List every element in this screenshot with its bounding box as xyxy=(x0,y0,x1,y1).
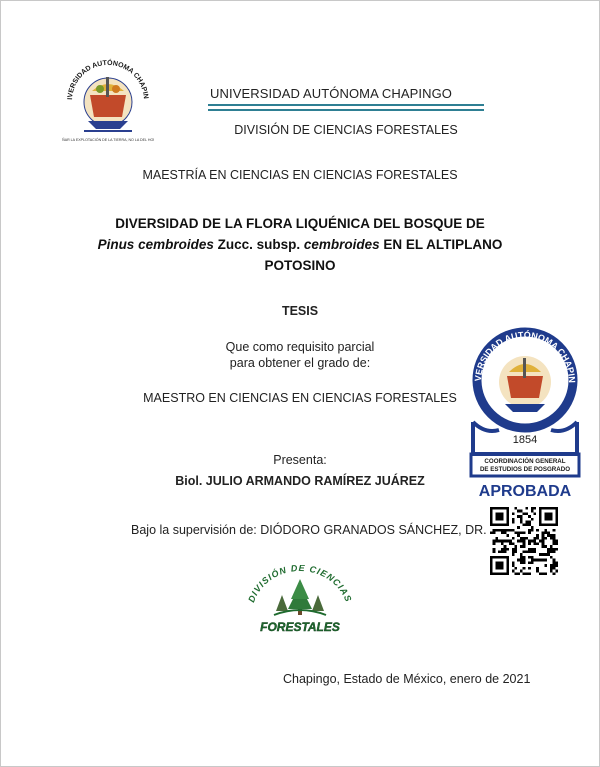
tesis-label: TESIS xyxy=(281,304,319,318)
title-part-2: Zucc. subsp. xyxy=(213,237,304,252)
title-part-1: DIVERSIDAD DE LA FLORA LIQUÉNICA DEL BOSQUE DE xyxy=(115,216,485,231)
supervision-text: Bajo la supervisión de: DIÓDORO GRANADOS SÁNCHEZ, DR. xyxy=(131,523,487,537)
header-rule-top xyxy=(208,104,484,106)
forest-logo-ring-text: DIVISIÓN DE CIENCIAS xyxy=(246,565,354,604)
university-name: UNIVERSIDAD AUTÓNOMA CHAPINGO xyxy=(210,86,452,101)
author-name: Biol. JULIO ARMANDO RAMÍREZ JUÁREZ xyxy=(175,474,425,488)
title-italic-1: Pinus cembroides xyxy=(97,237,214,252)
requisite-line-2: para obtener el grado de: xyxy=(229,356,371,370)
title-part-3: EN EL ALTIPLANO POTOSINO xyxy=(264,237,503,273)
seal-status: APROBADA xyxy=(478,483,572,500)
seal-year: 1854 xyxy=(512,434,538,446)
logo-ring-text: IVERSIDAD AUTÓNOMA CHAPIN xyxy=(67,59,149,100)
division-name: DIVISIÓN DE CIENCIAS FORESTALES xyxy=(234,123,458,137)
approval-seal xyxy=(465,326,585,501)
requisite-line-1: Que como requisito parcial xyxy=(225,340,375,354)
forest-logo-name: FORESTALES xyxy=(260,620,340,634)
title-italic-2: cembroides xyxy=(303,237,380,252)
place-date: Chapingo, Estado de México, enero de 2021 xyxy=(283,672,531,686)
logo-motto: ÑAR LA EXPLOTACIÓN DE LA TIERRA, NO LA DEL HO xyxy=(62,138,154,142)
header-rule-bottom xyxy=(208,109,484,111)
thesis-title xyxy=(95,213,505,276)
forest-division-logo xyxy=(244,565,356,637)
qr-code xyxy=(490,507,558,575)
seal-office-line-1: COORDINACIÓN GENERAL xyxy=(484,458,566,465)
seal-office-line-2: DE ESTUDIOS DE POSGRADO xyxy=(479,466,571,473)
presenta-label: Presenta: xyxy=(273,453,327,467)
university-logo xyxy=(62,55,154,152)
program-name: MAESTRÍA EN CIENCIAS EN CIENCIAS FORESTALES xyxy=(142,168,458,182)
seal-ring-text: VERSIDAD AUTÓNOMA CHAPIN xyxy=(472,329,578,384)
degree-name: MAESTRO EN CIENCIAS EN CIENCIAS FORESTALES xyxy=(143,391,457,405)
